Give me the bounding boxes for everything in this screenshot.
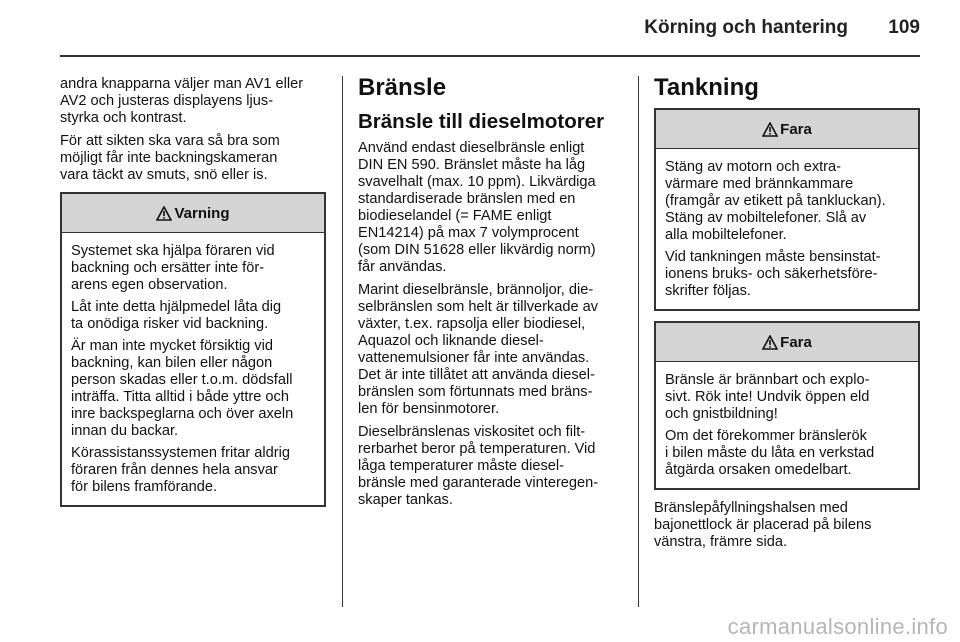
header-rule bbox=[60, 55, 920, 57]
column-divider-2 bbox=[638, 76, 639, 607]
danger-box-body bbox=[656, 362, 918, 488]
danger-box-header bbox=[656, 323, 918, 362]
paragraph: Bränsle är brännbart och explo- sivt. Rök inte! Undvik öppen eld och gnistbildning! bbox=[665, 372, 870, 422]
paragraph: Stäng av motorn och extra- värmare med brännkammare (framgår av etikett på tankluckan). Stäng av mobiltelefoner. Slå av alla mobiltelefoner. bbox=[665, 159, 886, 243]
danger-box-header bbox=[656, 110, 918, 149]
watermark: carmanualsonline.info bbox=[727, 614, 948, 639]
paragraph: Om det förekommer bränslerök i bilen måste du låta en verkstad åtgärda orsaken omedelbart. bbox=[665, 428, 875, 478]
paragraph: Dieselbränslenas viskositet och filt- rerbarhet beror på temperaturen. Vid låga temperaturer måste diesel- bränsle med garanterade vinteregen- skaper tankas. bbox=[358, 424, 599, 508]
paragraph: Låt inte detta hjälpmedel låta dig ta onödiga risker vid backning. bbox=[71, 299, 282, 332]
warning-box-body bbox=[62, 233, 324, 505]
paragraph: Marint dieselbränsle, brännoljor, die- selbränslen som helt är tillverkade av växter, t.ex. rapsolja eller biodiesel, Aquazol och liknande diesel- vattenemulsioner får inte användas. Det är inte tillåtet att använda diesel- bränslen som förtunnats med bräns- len för bensinmotorer. bbox=[358, 282, 599, 417]
warning-box bbox=[60, 192, 326, 507]
section-subheading: Bränsle till dieselmotorer bbox=[358, 110, 605, 133]
section-heading: Bränsle bbox=[358, 74, 447, 101]
column-2 bbox=[358, 74, 630, 515]
paragraph: Bränslepåfyllningshalsen med bajonettlock är placerad på bilens vänstra, främre sida. bbox=[654, 500, 872, 550]
page-number: 109 bbox=[888, 17, 920, 38]
warning-box-header bbox=[62, 194, 324, 233]
paragraph: Vid tankningen måste bensinstat- ionens bruks- och säkerhetsföre- skrifter följas. bbox=[665, 249, 881, 299]
chapter-title: Körning och hantering bbox=[644, 17, 848, 38]
paragraph: Systemet ska hjälpa föraren vid backning och ersätter inte för- arens egen observation. bbox=[71, 243, 275, 293]
danger-box-body bbox=[656, 149, 918, 309]
column-divider-1 bbox=[342, 76, 343, 607]
section-heading: Tankning bbox=[654, 74, 759, 101]
paragraph: Är man inte mycket försiktig vid backning, kan bilen eller någon person skadas eller t.o.m. dödsfall inträffa. Titta alltid i både yttre och inre backspeglarna och över axeln innan du backar. bbox=[71, 338, 294, 439]
paragraph: andra knapparna väljer man AV1 eller AV2 och justeras displayens ljus- styrka och kontrast. bbox=[60, 76, 304, 126]
column-3 bbox=[654, 74, 920, 557]
paragraph: För att sikten ska vara så bra som möjligt får inte backningskameran vara täckt av smuts, snö eller is. bbox=[60, 133, 280, 183]
warning-triangle-icon bbox=[762, 335, 778, 350]
danger-box bbox=[654, 108, 920, 311]
warning-triangle-icon bbox=[762, 122, 778, 137]
warning-triangle-icon bbox=[156, 206, 172, 221]
danger-label: Fara bbox=[780, 120, 812, 138]
paragraph: Körassistanssystemen fritar aldrig föraren från dennes hela ansvar för bilens framförande. bbox=[71, 445, 290, 495]
paragraph: Använd endast dieselbränsle enligt DIN EN 590. Bränslet måste ha låg svavelhalt (max. 10 ppm). Likvärdiga standardiserade bränslen med en biodieselandel (= FAME enligt EN14214) på max 7 volymprocent (som DIN 51628 eller likvärdig norm) får användas. bbox=[358, 140, 596, 275]
danger-box bbox=[654, 321, 920, 490]
page-header bbox=[60, 0, 920, 54]
danger-label: Fara bbox=[780, 333, 812, 351]
column-1 bbox=[60, 76, 326, 507]
warning-label: Varning bbox=[174, 204, 230, 222]
